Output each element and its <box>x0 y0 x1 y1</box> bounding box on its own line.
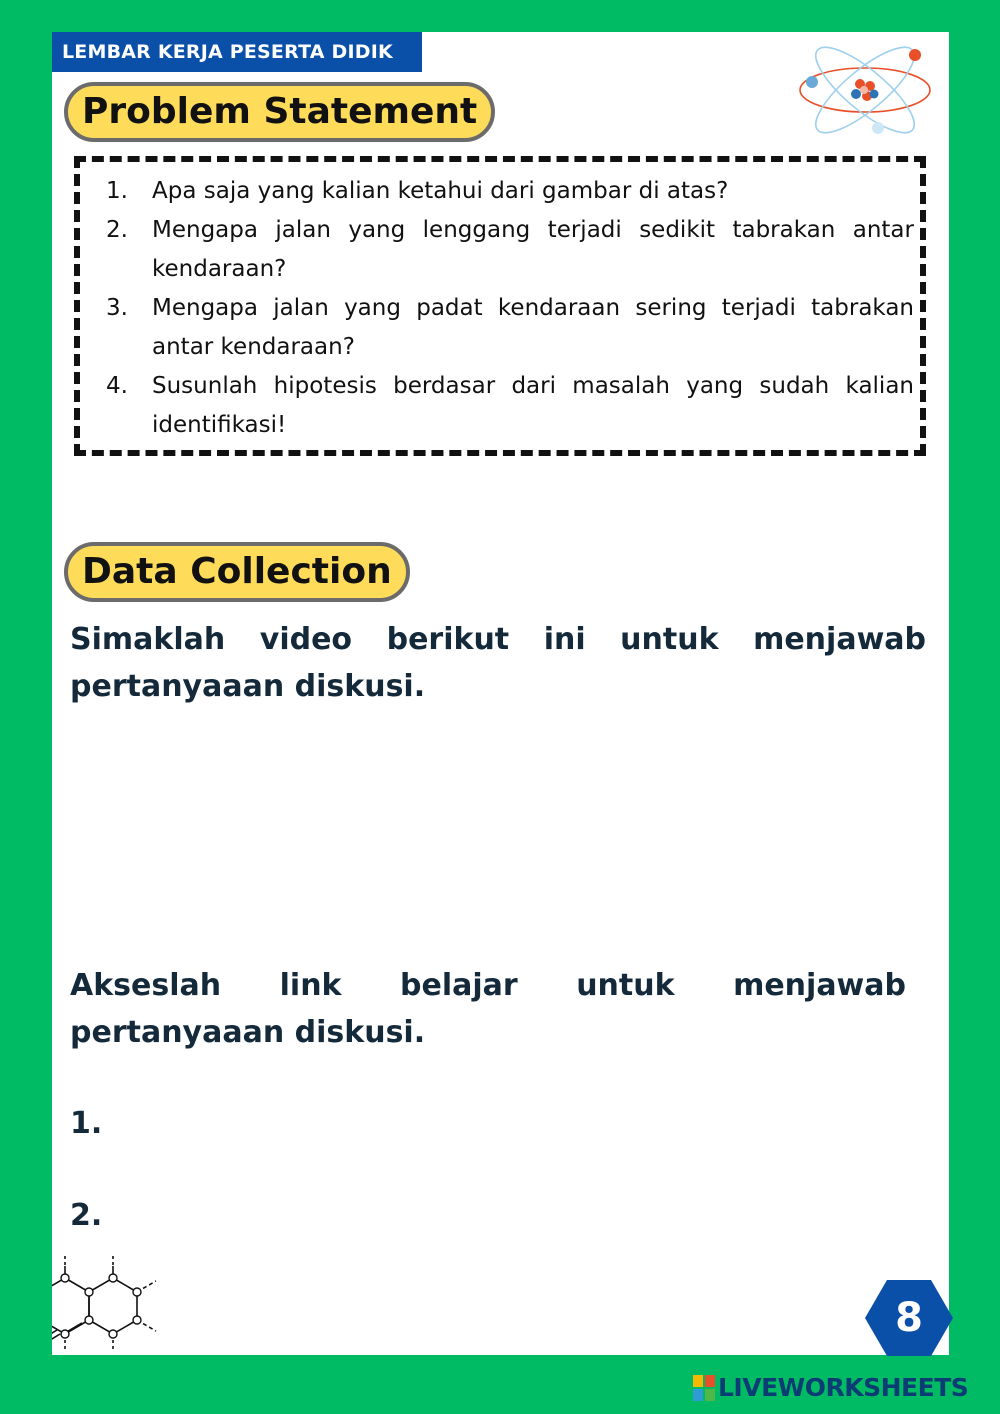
problem-item <box>106 211 914 289</box>
problem-item-text: Mengapa jalan yang lenggang terjadi sedikit tabrakan antar kendaraan? <box>152 217 914 282</box>
answer-number-1: 1. <box>70 1106 103 1141</box>
problem-item-text: Apa saja yang kalian ketahui dari gambar di atas? <box>152 178 729 204</box>
problem-list <box>106 172 914 445</box>
liveworksheets-brand: LIVEWORKSHEETS <box>718 1373 969 1402</box>
answer-number-2: 2. <box>70 1198 103 1233</box>
molecule-icon <box>52 1250 162 1355</box>
link-instruction-line2: pertanyaaan diskusi. <box>70 1015 426 1050</box>
problem-item <box>106 367 914 445</box>
problem-item <box>106 172 914 211</box>
problem-statement-box <box>74 156 926 456</box>
data-collection-heading: Data Collection <box>64 542 410 602</box>
problem-item-number: 2. <box>106 217 128 243</box>
problem-item-number: 3. <box>106 295 128 321</box>
worksheet-page <box>52 32 949 1355</box>
link-instruction <box>70 962 906 1056</box>
atom-icon <box>790 40 940 150</box>
video-instruction-line2: pertanyaaan diskusi. <box>70 669 426 704</box>
problem-statement-heading: Problem Statement <box>64 82 495 142</box>
problem-item <box>106 289 914 367</box>
worksheet-header-band: LEMBAR KERJA PESERTA DIDIK <box>52 32 422 72</box>
liveworksheets-logo[interactable] <box>693 1373 968 1402</box>
link-instruction-line1: Akseslah link belajar untuk menjawab <box>70 968 906 1003</box>
video-instruction-line1: Simaklah video berikut ini untuk menjawab <box>70 622 926 657</box>
problem-item-text: Mengapa jalan yang padat kendaraan sering terjadi tabrakan antar kendaraan? <box>152 295 914 360</box>
problem-item-text: Susunlah hipotesis berdasar dari masalah yang sudah kalian identifikasi! <box>152 373 914 438</box>
problem-item-number: 4. <box>106 373 128 399</box>
video-instruction <box>70 616 926 710</box>
page-number: 8 <box>895 1295 923 1341</box>
problem-item-number: 1. <box>106 178 128 204</box>
liveworksheets-logo-icon <box>693 1375 715 1401</box>
